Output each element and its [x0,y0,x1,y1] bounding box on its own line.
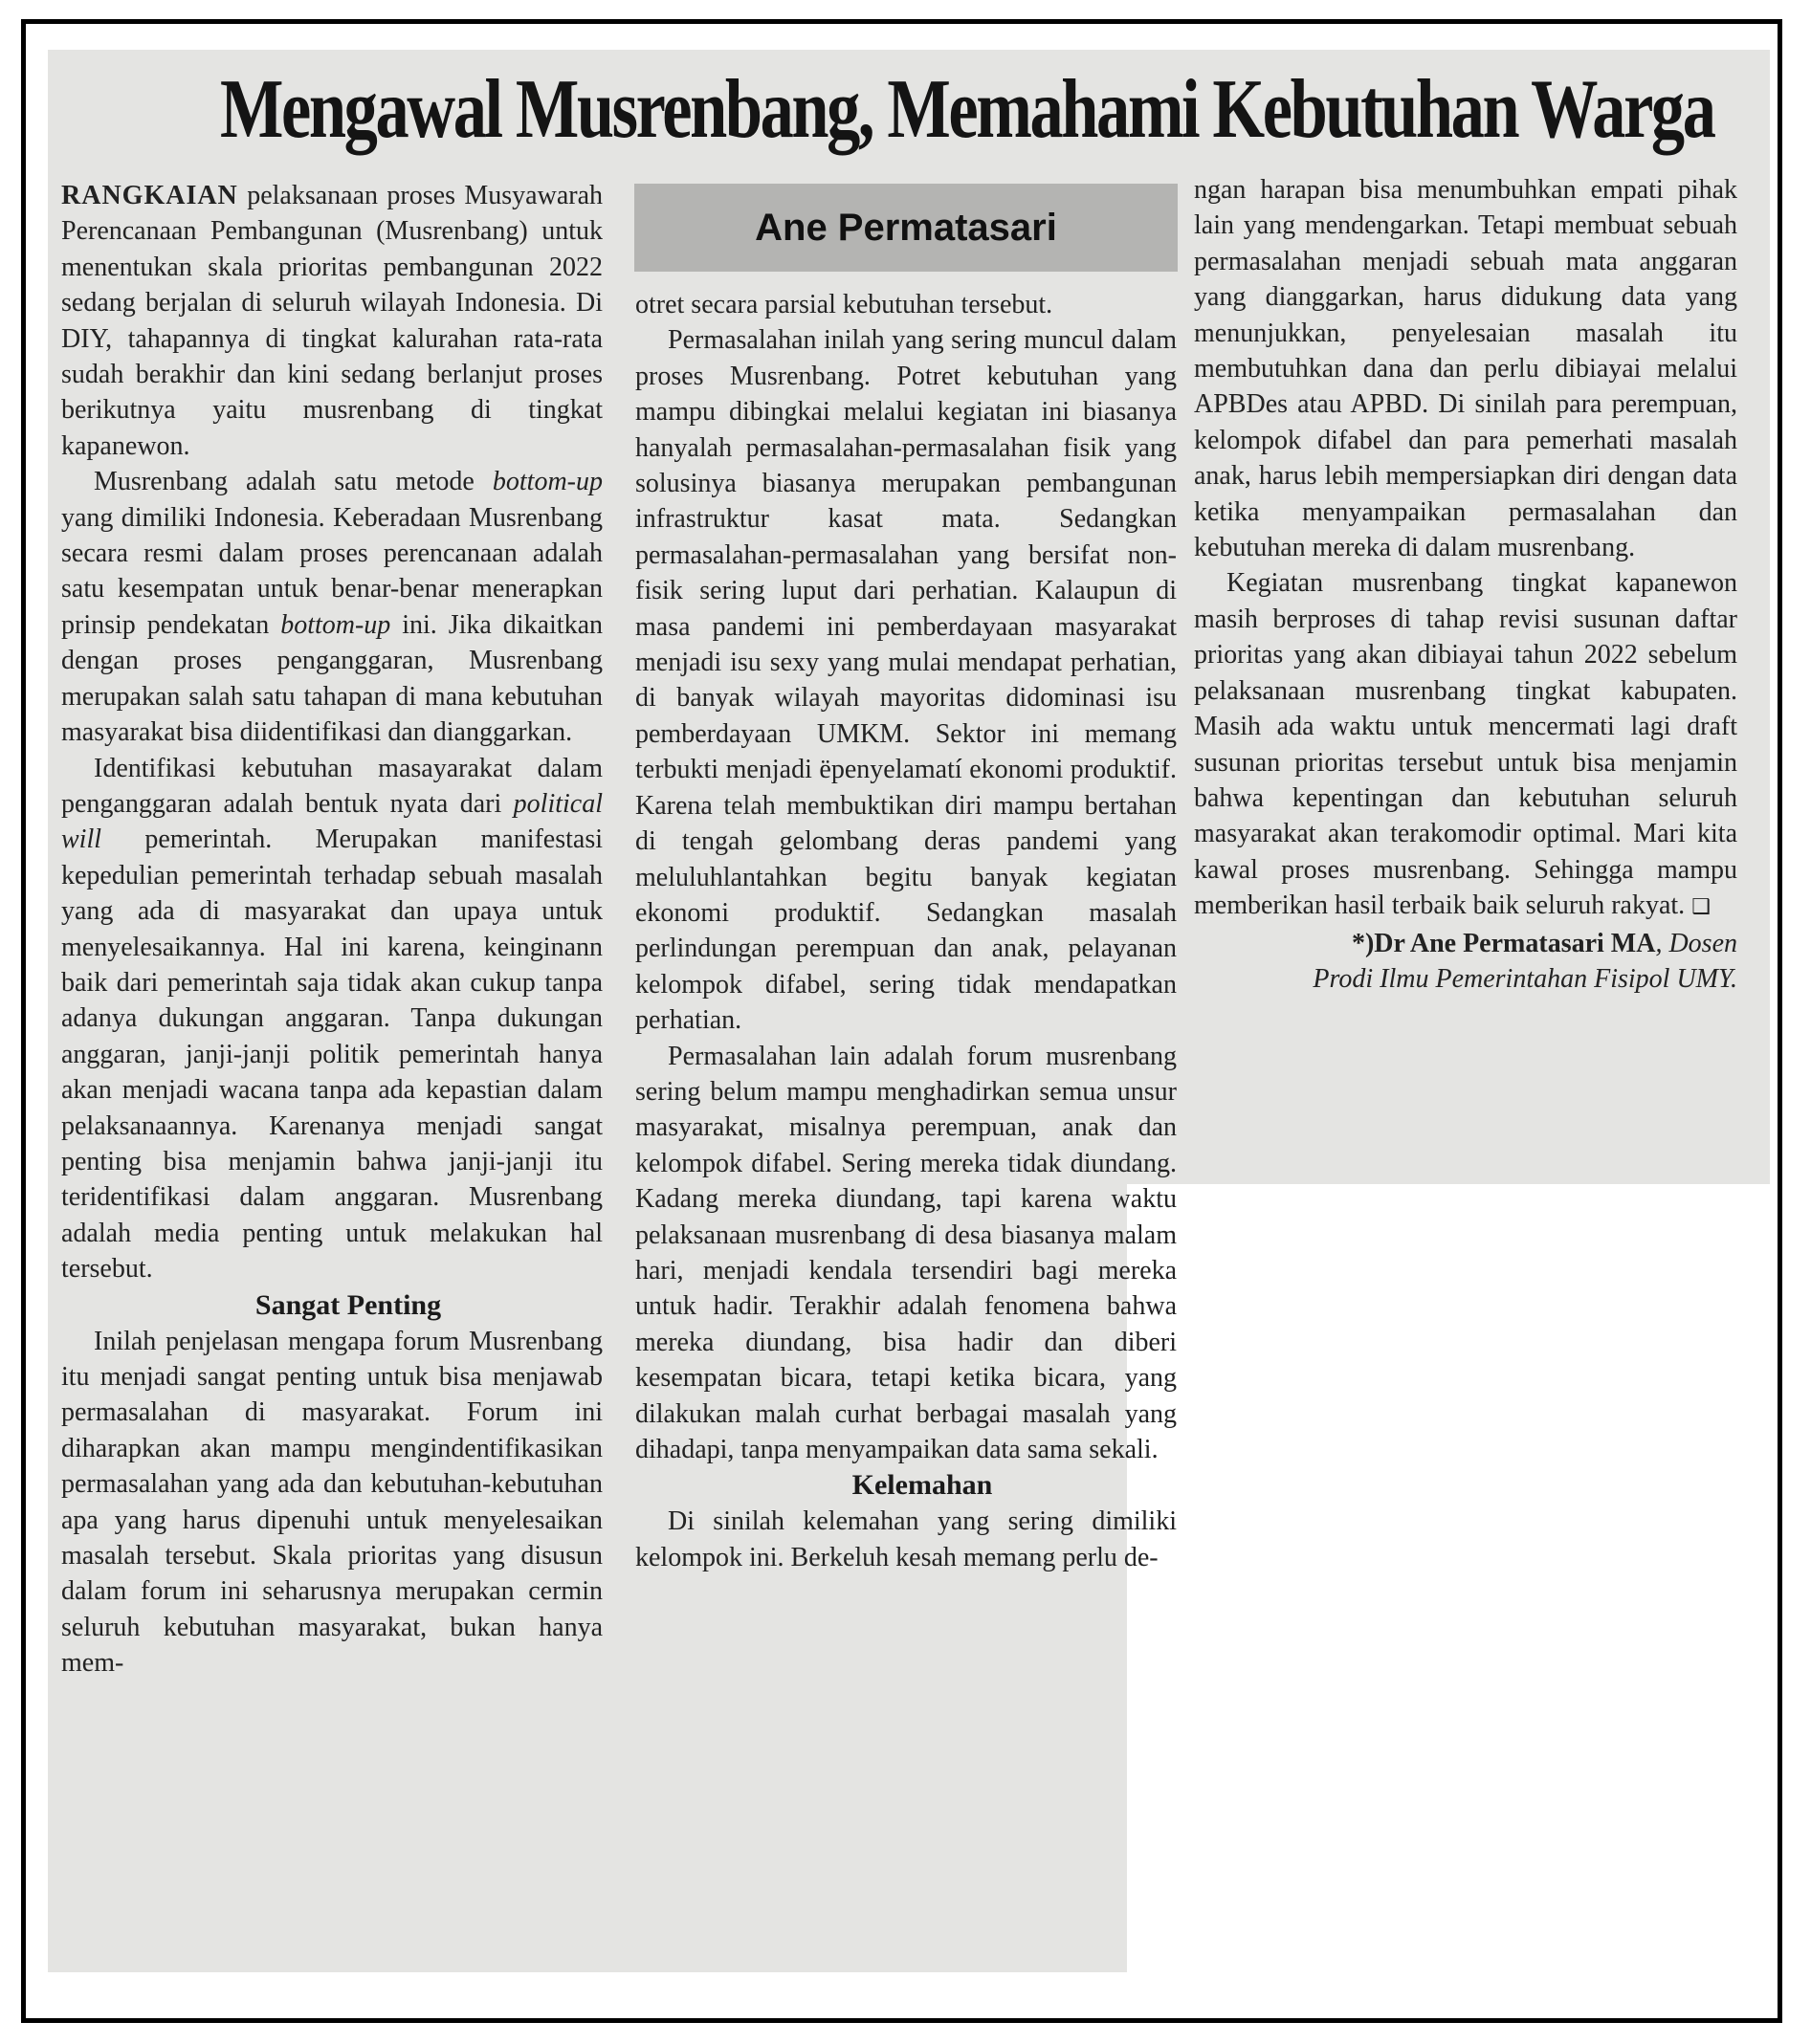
signature-title: , Dosen [1655,928,1737,958]
paragraph [61,464,603,750]
article-column-2 [635,287,1177,1575]
paragraph-text: ngan harapan bisa menumbuhkan empati pihak lain yang mendengarkan. Tetapi membuat sebuah permasalahan menjadi sebuah mata anggaran yang dianggarkan, harus didukung data yang menunjukkan, penyelesaian masalah itu membutuhkan dana dan perlu dibiayai melalui APBDes atau APBD. Di sinilah para perempuan, kelompok difabel dan para pemerhati masalah anak, harus lebih mempersiapkan diri dengan data ketika menyampaikan permasalahan dan kebutuhan mereka di dalam musrenbang. [1194,175,1737,563]
newspaper-clipping [48,50,1770,1972]
paragraph [635,1504,1177,1575]
paragraph-text: Di sinilah kelemahan yang sering dimiliki kelompok ini. Berkeluh kesah memang perlu de- [635,1506,1177,1572]
paragraph [635,322,1177,1038]
clipping-cutout-area [1127,1184,1770,1972]
paragraph [635,287,1177,322]
emphasis-text: bottom-up [280,609,391,640]
paragraph-text: Permasalahan inilah yang sering muncul dalam proses Musrenbang. Potret kebutuhan yang mampu dibingkai melalui kegiatan ini biasanya hanyalah permasalahan-permasalahan fisik yang solusinya biasanya merupakan pembangunan infrastruktur kasat mata. Sedangkan permasalahan-permasalahan yang bersifat non-fisik sering luput dari perhatian. Kalaupun di masa pandemi ini pemberdayaan masyarakat menjadi isu sexy yang mulai mendapat perhatian, di banyak wilayah mayoritas didominasi isu pemberdayaan UMKM. Sektor ini memang terbukti menjadi ëpenyelamatí ekonomi produktif. Karena telah membuktikan diri mampu bertahan di tengah gelombang deras pandemi yang meluluhlantahkan begitu banyak kegiatan ekonomi produktif. Sedangkan masalah perlindungan perempuan dan anak, pelayanan kelompok difabel, sering tidak mendapatkan perhatian. [635,325,1177,1036]
signature-name: *)Dr Ane Permatasari MA [1351,928,1656,958]
paragraph [61,178,603,464]
byline-box [634,184,1178,272]
emphasis-text: political will [61,788,603,855]
subheading: Kelemahan [851,1469,993,1502]
paragraph-text: yang dimiliki Indonesia. Keberadaan Musrenbang secara resmi dalam proses perencanaan adalah satu kesempatan untuk benar-benar menerapkan prinsip pendekatan [61,502,603,640]
author-byline: Ane Permatasari [755,206,1057,249]
end-mark-icon: ❑ [1691,895,1711,920]
subheading: Sangat Penting [254,1288,442,1321]
paragraph-text: ini. Jika dikaitkan dengan proses penganggaran, Musrenbang merupakan salah satu tahapan di mana kebutuhan masyarakat bisa diidentifikasi dan dianggarkan. [61,609,604,748]
article-column-1 [61,178,603,1681]
paragraph-text: Kegiatan musrenbang tingkat kapanewon masih berproses di tahap revisi susunan daftar prioritas yang akan dibiayai tahun 2022 sebelum pelaksanaan musrenbang tingkat kabupaten. Masih ada waktu untuk mencermati lagi draft susunan prioritas tersebut untuk bisa menjamin bahwa kepentingan dan kebutuhan seluruh masyarakat akan terakomodir optimal. Mari kita kawal proses musrenbang. Sehingga mampu memberikan hasil terbaik baik seluruh rakyat. [1194,568,1737,921]
paragraph-text: pemerintah. Merupakan manifestasi kepedulian pemerintah terhadap sebuah masalah yang ada di masyarakat dan upaya untuk menyelesaikannya. Hal ini karena, keinginann baik dari pemerintah saja tidak akan cukup tanpa adanya dukungan anggaran. Tanpa dukungan anggaran, janji-janji politik pemerintah hanya akan menjadi wacana tanpa ada kepastian dalam pelaksanaannya. Karenanya menjadi sangat penting bisa menjamin bahwa janji-janji itu teridentifikasi dalam anggaran. Musrenbang adalah media penting untuk melakukan hal tersebut. [61,824,604,1285]
author-signature [1194,926,1737,961]
paragraph-text: pelaksanaan proses Musyawarah Perencanaan Pembangunan (Musrenbang) untuk menentukan skala prioritas pembangunan 2022 sedang berjalan di seluruh wilayah Indonesia. Di DIY, tahapannya di tingkat kalurahan rata-rata sudah berakhir dan kini sedang berlanjut proses berikutnya yaitu musrenbang di tingkat kapanewon. [61,181,604,461]
paragraph-text: Inilah penjelasan mengapa forum Musrenbang itu menjadi sangat penting untuk bisa menjawab permasalahan di masyarakat. Forum ini diharapkan akan mampu mengindentifikasikan permasalahan yang ada dan kebutuhan-kebutuhan apa yang harus dipenuhi untuk menyelesaikan masalah tersebut. Skala prioritas yang disusun dalam forum ini seharusnya merupakan cermin seluruh kebutuhan masyarakat, bukan hanya mem- [61,1326,603,1679]
paragraph [1194,565,1737,925]
paragraph [635,1039,1177,1468]
paragraph-text: Identifikasi kebutuhan masayarakat dalam penganggaran adalah bentuk nyata dari [61,753,603,819]
author-affiliation: Prodi Ilmu Pemerintahan Fisipol UMY. [1313,963,1737,994]
article-headline: Mengawal Musrenbang, Memahami Kebutuhan Warga [220,63,1714,156]
paragraph-text: otret secara parsial kebutuhan tersebut. [635,290,1053,319]
emphasis-text: bottom-up [492,467,604,497]
paragraph [1194,172,1737,565]
paragraph-text: Permasalahan lain adalah forum musrenbang sering belum mampu menghadirkan semua unsur masyarakat, misalnya perempuan, anak dan kelompok difabel. Sering mereka tidak diundang. Kadang mereka diundang, tapi karena waktu pelaksanaan musrenbang di desa biasanya malam hari, menjadi kendala tersendiri bagi mereka untuk hadir. Terakhir adalah fenomena bahwa mereka diundang, bisa hadir dan diberi kesempatan bicara, tetapi ketika bicara, yang dilakukan malah curhat berbagai masalah yang dihadapi, tanpa menyampaikan data sama sekali. [635,1041,1177,1464]
paragraph [61,751,603,1287]
article-column-3 [1194,172,1737,997]
paragraph [61,1324,603,1681]
lead-word: RANGKAIAN [61,181,238,210]
paragraph-text: Musrenbang adalah satu metode [94,467,475,497]
